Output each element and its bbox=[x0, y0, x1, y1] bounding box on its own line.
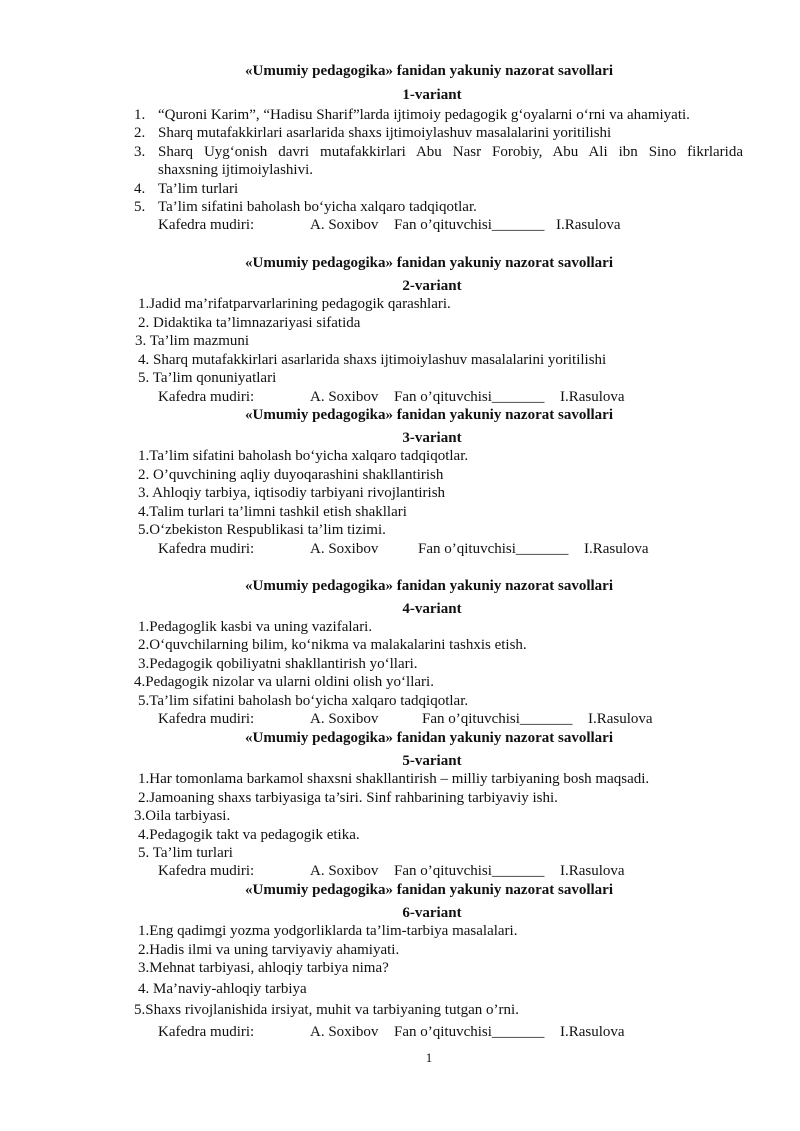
head-name: A. Soxibov bbox=[310, 863, 379, 879]
head-label: Kafedra mudiri: bbox=[158, 217, 255, 233]
question-text: 2. O’quvchining aqliy duyoqarashini shakllantirish bbox=[138, 467, 444, 483]
question-text: 5. Ta’lim turlari bbox=[138, 845, 233, 861]
head-name: A. Soxibov bbox=[310, 541, 379, 557]
teacher-name: I.Rasulova bbox=[560, 389, 625, 405]
section-title: «Umumiy pedagogika» fanidan yakuniy nazorat savollari bbox=[245, 407, 613, 423]
section-title: «Umumiy pedagogika» fanidan yakuniy nazorat savollari bbox=[245, 578, 613, 594]
head-name: A. Soxibov bbox=[310, 1024, 379, 1040]
variant-label: 2-variant bbox=[402, 278, 462, 294]
question-text: “Quroni Karim”, “Hadisu Sharif”larda ijtimoiy pedagogik gʻoyalarni oʻrni va ahamiyati. bbox=[158, 107, 690, 123]
head-name: A. Soxibov bbox=[310, 217, 379, 233]
question-number: 5. bbox=[134, 199, 146, 215]
teacher-label: Fan o’qituvchisi_______ bbox=[394, 1024, 545, 1040]
question-text: 4.Pedagogik takt va pedagogik etika. bbox=[138, 827, 360, 843]
question-text: Ta’lim turlari bbox=[158, 181, 239, 197]
question-text: 1.Eng qadimgi yozma yodgorliklarda ta’lim-tarbiya masalalari. bbox=[138, 923, 518, 939]
question-text: 3.Oila tarbiyasi. bbox=[134, 808, 231, 824]
variant-label: 5-variant bbox=[402, 753, 462, 769]
question-text: 2. Didaktika ta’limnazariyasi sifatida bbox=[138, 315, 361, 331]
teacher-name: I.Rasulova bbox=[556, 217, 621, 233]
question-text: 3.Mehnat tarbiyasi, ahloqiy tarbiya nima? bbox=[138, 960, 389, 976]
question-text: 2.Jamoaning shaxs tarbiyasiga ta’siri. Sinf rahbarining tarbiyaviy ishi. bbox=[138, 790, 558, 806]
teacher-name: I.Rasulova bbox=[584, 541, 649, 557]
page-number: 1 bbox=[425, 1050, 433, 1065]
question-text: 4.Talim turlari ta’limni tashkil etish shakllari bbox=[138, 504, 407, 520]
question-number: 1. bbox=[134, 107, 146, 123]
question-text: 5.Oʻzbekiston Respublikasi ta’lim tizimi. bbox=[138, 522, 386, 538]
head-label: Kafedra mudiri: bbox=[158, 711, 255, 727]
variant-label: 4-variant bbox=[402, 601, 462, 617]
head-label: Kafedra mudiri: bbox=[158, 541, 255, 557]
question-text: 4. Sharq mutafakkirlari asarlarida shaxs ijtimoiylashuv masalalarini yoritilishi bbox=[138, 352, 607, 368]
question-text: 2.Hadis ilmi va uning tarviyaviy ahamiyati. bbox=[138, 942, 400, 958]
question-text: 5.Shaxs rivojlanishida irsiyat, muhit va tarbiyaning tutgan o’rni. bbox=[134, 1002, 519, 1018]
teacher-name: I.Rasulova bbox=[560, 1024, 625, 1040]
teacher-label: Fan o’qituvchisi_______ bbox=[422, 711, 573, 727]
section-title: «Umumiy pedagogika» fanidan yakuniy nazorat savollari bbox=[245, 882, 613, 898]
head-name: A. Soxibov bbox=[310, 711, 379, 727]
variant-label: 6-variant bbox=[402, 905, 462, 921]
question-text: Sharq mutafakkirlari asarlarida shaxs ijtimoiylashuv masalalarini yoritilishi bbox=[158, 125, 612, 141]
teacher-label: Fan o’qituvchisi_______ bbox=[394, 389, 545, 405]
question-text: 1.Pedagoglik kasbi va uning vazifalari. bbox=[138, 619, 373, 635]
question-text: 4.Pedagogik nizolar va ularni oldini olish yoʻllari. bbox=[134, 674, 434, 690]
section-title: «Umumiy pedagogika» fanidan yakuniy nazorat savollari bbox=[245, 730, 613, 746]
head-label: Kafedra mudiri: bbox=[158, 863, 255, 879]
head-name: A. Soxibov bbox=[310, 389, 379, 405]
question-number: 4. bbox=[134, 181, 146, 197]
head-label: Kafedra mudiri: bbox=[158, 1024, 255, 1040]
question-text: 2.Oʻquvchilarning bilim, koʻnikma va malakalarini tashxis etish. bbox=[138, 637, 527, 653]
teacher-name: I.Rasulova bbox=[560, 863, 625, 879]
question-text: 3.Pedagogik qobiliyatni shakllantirish yoʻllari. bbox=[138, 656, 418, 672]
question-number: 2. bbox=[134, 125, 146, 141]
teacher-label: Fan o’qituvchisi_______ bbox=[394, 863, 545, 879]
question-text: 5. Ta’lim qonuniyatlari bbox=[138, 370, 277, 386]
question-text-continuation: shaxsning ijtimoiylashivi. bbox=[158, 162, 314, 178]
question-text: 5.Ta’lim sifatini baholash boʻyicha xalqaro tadqiqotlar. bbox=[138, 693, 469, 709]
section-title: «Umumiy pedagogika» fanidan yakuniy nazorat savollari bbox=[245, 63, 613, 79]
question-text: 1.Ta’lim sifatini baholash boʻyicha xalqaro tadqiqotlar. bbox=[138, 448, 469, 464]
question-text: 3. Ahloqiy tarbiya, iqtisodiy tarbiyani rivojlantirish bbox=[138, 485, 446, 501]
question-text: Ta’lim sifatini baholash boʻyicha xalqaro tadqiqotlar. bbox=[158, 199, 477, 215]
section-title: «Umumiy pedagogika» fanidan yakuniy nazorat savollari bbox=[245, 255, 613, 271]
question-text: Sharq Uygʻonish davri mutafakkirlari Abu Nasr Forobiy, Abu Ali ibn Sino fikrlarida bbox=[158, 144, 743, 160]
head-label: Kafedra mudiri: bbox=[158, 389, 255, 405]
variant-label: 1-variant bbox=[402, 87, 462, 103]
teacher-name: I.Rasulova bbox=[588, 711, 653, 727]
teacher-label: Fan o’qituvchisi_______ bbox=[394, 217, 545, 233]
question-text: 4. Ma’naviy-ahloqiy tarbiya bbox=[138, 981, 307, 997]
teacher-label: Fan o’qituvchisi_______ bbox=[418, 541, 569, 557]
question-text: 1.Jadid ma’rifatparvarlarining pedagogik qarashlari. bbox=[138, 296, 451, 312]
variant-label: 3-variant bbox=[402, 430, 462, 446]
question-text: 1.Har tomonlama barkamol shaxsni shakllantirish – milliy tarbiyaning bosh maqsadi. bbox=[138, 771, 650, 787]
question-text: 3. Ta’lim mazmuni bbox=[135, 333, 250, 349]
question-number: 3. bbox=[134, 144, 146, 160]
